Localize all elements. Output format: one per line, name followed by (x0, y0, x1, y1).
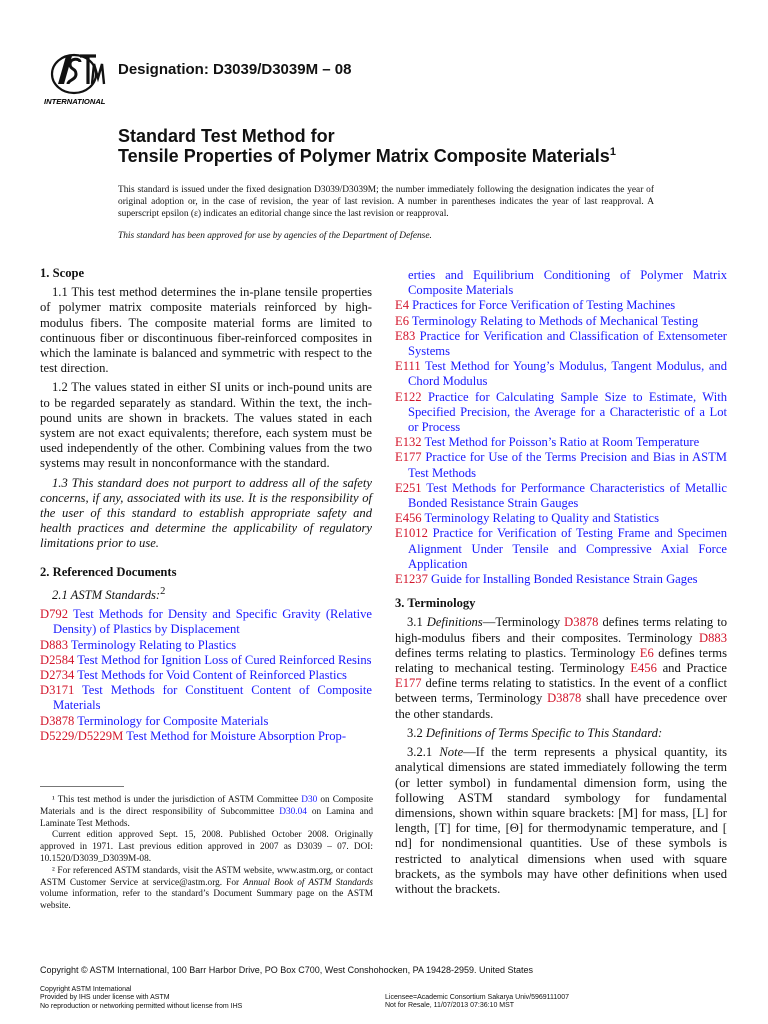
reference-item[interactable] (40, 607, 372, 637)
reference-title[interactable]: Practice for Calculating Sample Size to Estimate, With Specified Precision, the Average for a Characteristic of a Lot or Process (408, 389, 727, 435)
reference-item[interactable] (40, 668, 372, 683)
reference-title[interactable]: Practice for Verification of Testing Frame and Specimen Alignment Under Tensile and Compressive Axial Force Application (408, 526, 727, 571)
terminology-3-2-1: 3.2.1 Note—If the term represents a physical quantity, its analytical dimensions are stated immediately following the term (or letter symbol) in fundamental dimension form, using the following ASTM standard symbology for fundamental dimensions, shown within square brackets: [M] for mass, [L] for length, [T] for time, [Θ] for thermodynamic temperature, and [ nd] for nondimensional quantities. Use of these symbols is restricted to analytical dimensions when used with square brackets, as the symbols may have other definitions when used without the brackets. (395, 745, 727, 896)
reference-code[interactable]: E177 (395, 450, 422, 465)
reference-code[interactable]: E111 (395, 359, 421, 374)
astm-logo (44, 50, 110, 108)
reference-item[interactable] (40, 714, 372, 729)
footnote-1-edition: Current edition approved Sept. 15, 2008. Published October 2008. Originally approved in 1971. Last previous edition approved in 2007 as D3039 – 07. DOI: 10.1520/D3039_D3039M-08. (40, 830, 373, 864)
terminology-3-2: 3.2 Definitions of Terms Specific to This Standard: (407, 725, 663, 740)
reference-code[interactable]: D5229/D5229M (40, 728, 124, 743)
referenced-docs-heading: 2. Referenced Documents (40, 564, 177, 579)
title-line-1: Standard Test Method for (118, 126, 335, 146)
reference-item[interactable] (40, 638, 372, 653)
footnote-1: ¹ This test method is under the jurisdiction of ASTM Committee D30 on Composite Materials and is the direct responsibility of Subcommittee D30.04 on Lamina and Laminate Test Methods. (40, 795, 374, 829)
reference-title[interactable]: Terminology Relating to Methods of Mechanical Testing (411, 313, 699, 328)
reference-item[interactable] (395, 298, 727, 313)
scope-1-2: 1.2 The values stated in either SI units or inch-pound units are to be regarded separately as standard. Within the text, the inch-pound units are shown in brackets. The values stated in each system are not exact equivalents; therefore, each system must be used independently of the other. Combining values from the two systems may result in nonconformance with the standard. (40, 380, 372, 471)
reference-item[interactable] (40, 729, 372, 744)
reference-code[interactable]: D792 (40, 607, 68, 622)
left-column (40, 266, 372, 744)
footnotes (40, 795, 373, 913)
footnote-rule (40, 786, 124, 787)
reference-item[interactable] (395, 572, 727, 587)
reference-title[interactable]: Test Method for Poisson’s Ratio at Room Temperature (424, 435, 700, 450)
reference-code[interactable]: E456 (395, 511, 422, 526)
reference-title[interactable]: Practices for Force Verification of Testing Machines (412, 298, 676, 313)
reference-item[interactable] (395, 359, 727, 389)
terminology-3-1: 3.1 Definitions—Terminology D3878 defines terms relating to high-modulus fibers and their composites. Terminology D883 defines terms relating to plastics. Terminology E6 defines terms relating to mechanical testing. Terminology E456 and Practice E177 define terms relating to statistics. In the event of a conflict between terms, Terminology D3878 shall have precedence over the other standards. (395, 615, 728, 721)
reference-title[interactable]: Test Method for Young’s Modulus, Tangent Modulus, and Chord Modulus (408, 359, 727, 389)
reference-item[interactable] (395, 450, 727, 480)
terminology-heading: 3. Terminology (395, 596, 476, 611)
subcommittee-link-d30-04[interactable]: D30.04 (279, 806, 307, 817)
reference-title[interactable]: Test Methods for Void Content of Reinforced Plastics (77, 668, 347, 683)
scope-heading: 1. Scope (40, 266, 85, 280)
reference-title[interactable]: Test Methods for Density and Specific Gravity (Relative Density) of Plastics by Displacement (53, 607, 372, 637)
reference-title[interactable]: Terminology Relating to Plastics (70, 637, 237, 652)
reference-code[interactable]: E122 (395, 389, 422, 404)
reference-code[interactable]: D883 (40, 637, 68, 652)
reference-item[interactable] (395, 314, 727, 329)
right-column (395, 268, 727, 901)
reference-continuation[interactable]: erties and Equilibrium Conditioning of Polymer Matrix Composite Materials (408, 268, 727, 298)
reference-code[interactable]: D2734 (40, 668, 75, 683)
ref-link-e177[interactable]: E177 (395, 676, 422, 691)
designation: Designation: D3039/D3039M – 08 (118, 61, 352, 78)
reference-item[interactable] (395, 390, 727, 436)
dod-approval-note: This standard has been approved for use by agencies of the Department of Defense. (118, 231, 432, 241)
title-footnote-ref[interactable]: 1 (609, 146, 616, 158)
reference-title[interactable]: Test Method for Moisture Absorption Prop- (126, 728, 347, 743)
reference-code[interactable]: E1012 (395, 526, 428, 541)
reference-code[interactable]: E1237 (395, 572, 428, 587)
ref-link-d3878[interactable]: D3878 (564, 615, 599, 630)
reference-title[interactable]: Test Methods for Constituent Content of Composite Materials (53, 683, 372, 713)
reference-item[interactable] (40, 653, 372, 668)
title-line-2: Tensile Properties of Polymer Matrix Composite Materials$^1$ (118, 146, 616, 166)
copyright-line: Copyright © ASTM International, 100 Barr Harbor Drive, PO Box C700, West Conshohocken, PA 19428-2959. United States (40, 965, 534, 975)
svg-text:INTERNATIONAL: INTERNATIONAL (44, 97, 106, 106)
reference-code[interactable]: D2584 (40, 652, 75, 667)
reference-item[interactable] (395, 511, 727, 526)
reference-title[interactable]: Test Methods for Performance Characteristics of Metallic Bonded Resistance Strain Gauges (408, 480, 728, 511)
astm-standards-subheading: 2.1 ASTM Standards:$^2$ (52, 585, 166, 603)
footnote-2: ² For referenced ASTM standards, visit the ASTM website, www.astm.org, or contact ASTM Customer Service at service@astm.org. For Annual Book of ASTM Standards volume information, refer to the standard’s Document Summary page on the ASTM website. (40, 865, 373, 912)
reference-code[interactable]: E251 (395, 480, 422, 495)
reference-code[interactable]: E83 (395, 328, 416, 343)
reference-list-left (40, 607, 372, 744)
footnote-ref-2[interactable]: 2 (160, 585, 166, 597)
reference-item[interactable] (395, 329, 727, 359)
ref-link-d883[interactable]: D883 (699, 630, 727, 645)
reference-code[interactable]: D3878 (40, 713, 75, 728)
reference-item[interactable] (395, 435, 727, 450)
committee-link-d30[interactable]: D30 (301, 795, 318, 805)
reference-item[interactable] (395, 526, 727, 572)
reference-code[interactable]: E4 (395, 298, 409, 313)
reference-title[interactable]: Test Method for Ignition Loss of Cured Reinforced Resins (77, 652, 372, 667)
license-info-right: Licensee=Academic Consortium Sakarya Univ/5969111007 Not for Resale, 11/07/2013 07:36:10 MST (385, 994, 569, 1010)
reference-code[interactable]: D3171 (40, 683, 75, 698)
license-info-left: Copyright ASTM International Provided by IHS under license with ASTM No reproduction or networking permitted without license from IHS (40, 986, 243, 1010)
reference-code[interactable]: E132 (395, 435, 422, 450)
scope-1-1: 1.1 This test method determines the in-plane tensile properties of polymer matrix composite materials reinforced by high-modulus fibers. The composite material forms are limited to continuous fiber or discontinuous fiber-reinforced composites in which the laminate is balanced and symmetric with respect to the test direction. (40, 285, 372, 376)
ref-link-e6[interactable]: E6 (639, 645, 654, 660)
reference-title[interactable]: Practice for Use of the Terms Precision and Bias in ASTM Test Methods (408, 450, 727, 480)
reference-title[interactable]: Terminology for Composite Materials (77, 713, 269, 728)
reference-item[interactable] (395, 481, 727, 511)
scope-1-3: 1.3 This standard does not purport to address all of the safety concerns, if any, associated with its use. It is the responsibility of the user of this standard to establish appropriate safety and health practices and determine the applicability of regulatory limitations prior to use. (40, 475, 372, 551)
issuance-notice: This standard is issued under the fixed designation D3039/D3039M; the number immediately following the designation indicates the year of original adoption or, in the case of revision, the year of last revision. A number in parentheses indicates the year of last reapproval. A superscript epsilon (ε) indicates an editorial change since the last revision or reapproval. (118, 185, 654, 220)
reference-code[interactable]: E6 (395, 313, 409, 328)
reference-title[interactable]: Terminology Relating to Quality and Statistics (424, 511, 660, 526)
reference-item[interactable] (40, 683, 372, 713)
ref-link-d3878-b[interactable]: D3878 (547, 691, 582, 706)
reference-title[interactable]: Guide for Installing Bonded Resistance Strain Gages (431, 572, 698, 587)
reference-title[interactable]: Practice for Verification and Classification of Extensometer Systems (408, 328, 727, 359)
ref-link-e456[interactable]: E456 (630, 661, 657, 676)
reference-list-right (395, 298, 727, 587)
